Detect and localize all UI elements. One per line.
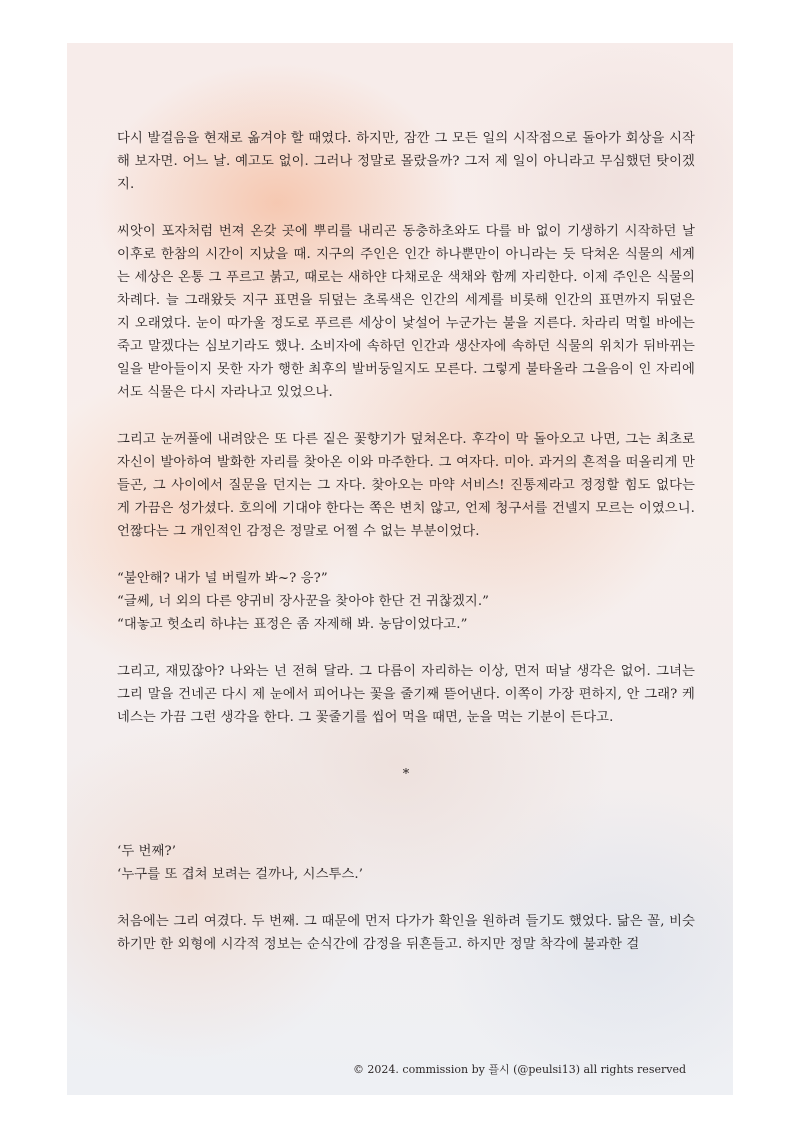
dialog-line: “대놓고 헛소리 하냐는 표정은 좀 자제해 봐. 농담이었다고.” bbox=[117, 617, 468, 632]
paragraph-2: 씨앗이 포자처럼 번져 온갖 곳에 뿌리를 내리곤 동충하초와도 다를 바 없이 기생하기 시작하던 날 이후로 한참의 시간이 지났을 때. 지구의 주인은 인간 하나뿐만이 아니라는 듯 닥쳐온 식물의 세계는 세상은 온통 그 푸르고 붉고, 때로는 새하얀 다채로운 색채와 함께 자리한다. 이제 주인은 식물의 차례다. 늘 그래왔듯 지구 표면을 뒤덮는 초록색은 인간의 세계를 비롯해 인간의 표면까지 뒤덮은 지 오래였다. 눈이 따가울 정도로 푸르른 세상이 낯설어 누군가는 불을 지른다. 차라리 먹힐 바에는 죽고 말겠다는 심보기라도 했나. 소비자에 속하던 인간과 생산자에 속하던 식물의 위치가 뒤바뀌는 일을 받아들이지 못한 자가 행한 최후의 발버둥일지도 모른다. 그렇게 불타올라 그을음이 인 자리에서도 식물은 다시 자라나고 있었으나. bbox=[117, 224, 695, 400]
dialog-block-1 bbox=[117, 567, 695, 636]
dialog-line: ‘두 번째?’ bbox=[117, 844, 177, 859]
paragraph-3: 그리고 눈꺼풀에 내려앉은 또 다른 짙은 꽃향기가 덮쳐온다. 후각이 막 돌아오고 나면, 그는 최초로 자신이 발아하여 발화한 자리를 찾아온 이와 마주한다. 그 여자다. 미아. 과거의 흔적을 떠올리게 만들곤, 그 사이에서 질문을 던지는 그 자다. 찾아오는 마약 서비스! 진통제라고 정정할 힘도 없다는 게 가끔은 성가셨다. 호의에 기대야 한다는 쪽은 변치 않고, 언제 청구서를 건넬지 모르는 이였으니. 언짢다는 그 개인적인 감정은 정말로 어쩔 수 없는 부분이었다. bbox=[117, 432, 695, 539]
dialog-line: “글쎄, 너 외의 다른 양귀비 장사꾼을 찾아야 한단 건 귀찮겠지.” bbox=[117, 594, 490, 609]
paragraph-1: 다시 발걸음을 현재로 옮겨야 할 때였다. 하지만, 잠깐 그 모든 일의 시작점으로 돌아가 회상을 시작해 보자면. 어느 날. 예고도 없이. 그러나 정말로 몰랐을까? 그저 제 일이 아니라고 무심했던 탓이겠지. bbox=[117, 131, 695, 192]
dialog-line: “불안해? 내가 널 버릴까 봐~? 응?” bbox=[117, 571, 328, 586]
paragraph-5: 처음에는 그리 여겼다. 두 번째. 그 때문에 먼저 다가가 확인을 원하려 들기도 했었다. 닮은 꼴, 비슷하기만 한 외형에 시각적 정보는 순식간에 감정을 뒤흔들고. 하지만 정말 착각에 불과한 걸 bbox=[117, 914, 695, 952]
paragraph-4: 그리고, 재밌잖아? 나와는 넌 전혀 달라. 그 다름이 자리하는 이상, 먼저 떠날 생각은 없어. 그녀는 그리 말을 건네곤 다시 제 눈에서 피어나는 꽃을 줄기째 뜯어낸다. 이쪽이 가장 편하지, 안 그래? 케네스는 가끔 그런 생각을 한다. 그 꽃줄기를 씹어 먹을 때면, 눈을 먹는 기분이 든다고. bbox=[117, 664, 695, 725]
section-divider: * bbox=[402, 767, 410, 782]
story-text bbox=[117, 127, 695, 980]
document-page bbox=[67, 43, 733, 1095]
copyright-footer: © 2024. commission by 플시 (@peulsi13) all rights reserved bbox=[352, 1063, 686, 1076]
dialog-block-2 bbox=[117, 840, 695, 886]
dialog-line: ‘누구를 또 겹쳐 보려는 걸까나, 시스투스.’ bbox=[117, 867, 364, 882]
